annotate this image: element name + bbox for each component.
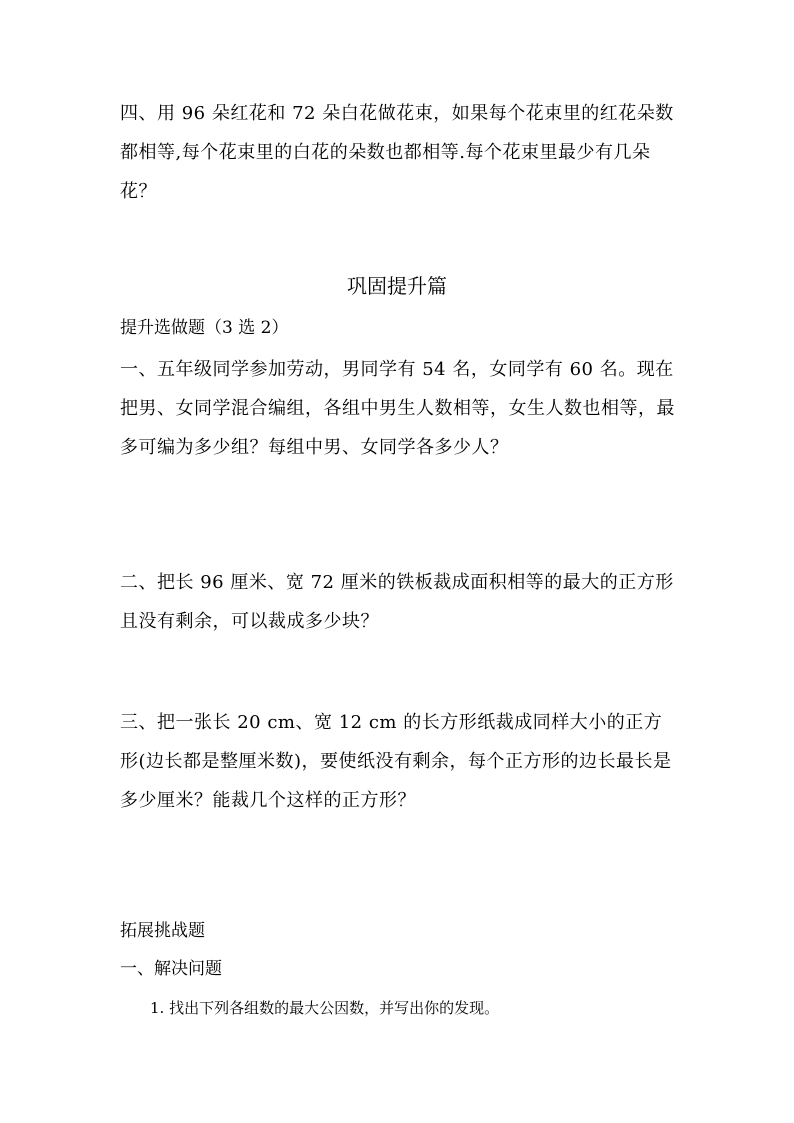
extension-title: 拓展挑战题	[120, 921, 205, 941]
problem-four: 四、用 96 朵红花和 72 朵白花做花束，如果每个花束里的红花朵数都相等,每个花束里的白花的朵数也都相等.每个花束里最少有几朵花？	[120, 103, 674, 202]
extension-item-1: 1. 找出下列各组数的最大公因数，并写出你的发现。	[150, 999, 500, 1017]
extension-part-heading: 一、解决问题	[120, 959, 222, 979]
problem-item-3: 三、把一张长 20 cm、宽 12 cm 的长方形纸裁成同样大小的正方形(边长都是整厘米数)，要使纸没有剩余，每个正方形的边长最长是多少厘米？能裁几个这样的正方形？	[120, 712, 672, 811]
section-subtitle: 提升选做题（3 选 2）	[120, 318, 289, 338]
section-title: 巩固提升篇	[347, 274, 447, 298]
problem-item-1: 一、五年级同学参加劳动，男同学有 54 名，女同学有 60 名。现在把男、女同学混合编组，各组中男生人数相等，女生人数也相等，最多可编为多少组？每组中男、女同学各多少人？	[120, 359, 675, 458]
problem-item-2: 二、把长 96 厘米、宽 72 厘米的铁板裁成面积相等的最大的正方形且没有剩余，可以裁成多少块？	[120, 572, 674, 632]
